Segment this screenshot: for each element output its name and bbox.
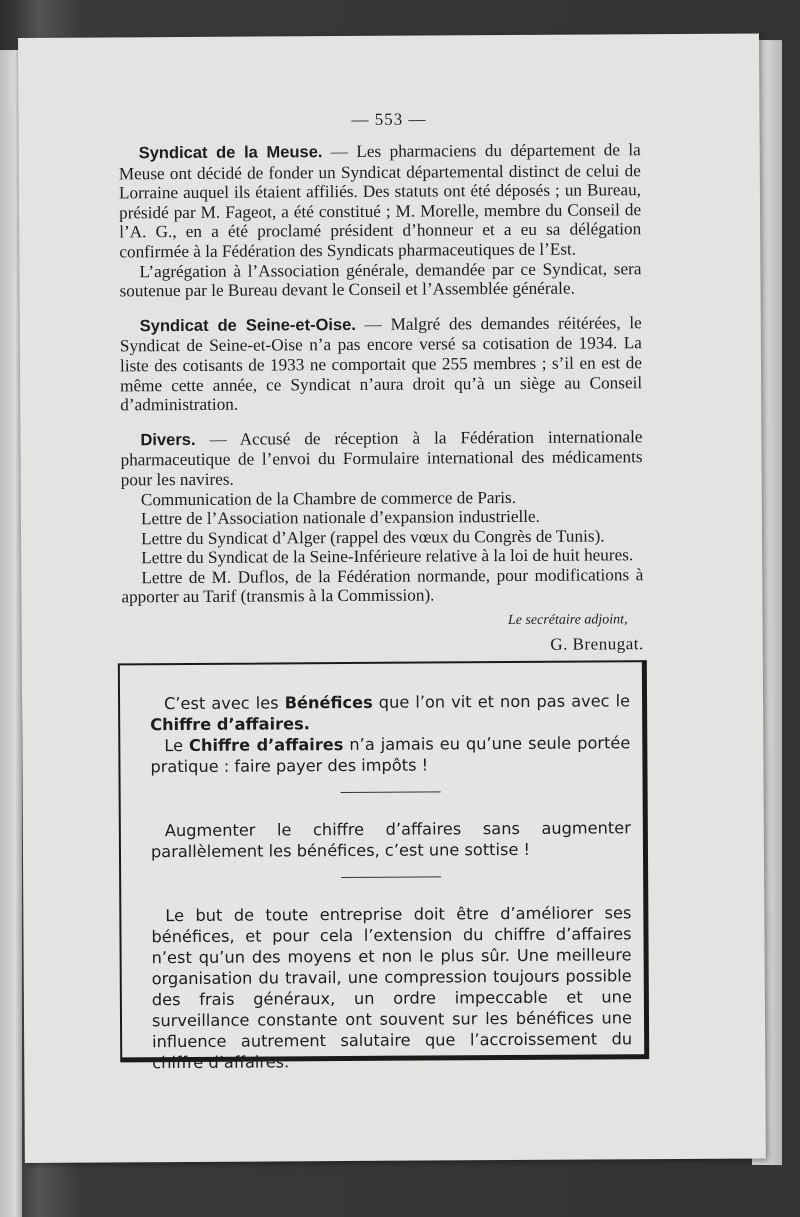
notice-divider [341, 791, 441, 793]
notice-text: n’a jamais eu qu’une seule portée pratique : faire payer des impôts ! [150, 733, 631, 777]
section-divers [120, 427, 643, 608]
section-heading-meuse: Syndicat de la Meuse. [138, 143, 323, 163]
section-text-seine-et-oise: — Malgré des demandes réitérées, le Syndicat de Seine-et-Oise n’a pas encore versé sa cotisation de 1934. La liste des cotisants de 1933 ne comportait que 255 membres ; s’il en est de même cette année, ce Syndicat n’aura droit qu’à un siège au Conseil d’administration. [119, 312, 643, 415]
document-page [18, 33, 766, 1163]
notice-text: que l’on vit et non pas avec le [372, 691, 631, 712]
notice-emphasis: Chiffre d’affaires. [150, 714, 310, 735]
notice-emphasis: Chiffre d’affaires [188, 735, 344, 755]
signature-title: Le secrétaire adjoint, [507, 612, 628, 629]
notice-emphasis: Bénéfices [284, 692, 373, 713]
notice-paragraph-2 [150, 732, 630, 777]
section-heading-seine-et-oise: Syndicat de Seine-et-Oise. [139, 315, 356, 336]
section-heading-divers: Divers. [140, 430, 196, 449]
notice-divider [341, 876, 441, 878]
divers-line: Lettre du Syndicat de la Seine-Inférieure relative à la loi de huit heures. [141, 545, 634, 568]
notice-paragraph-3: Augmenter le chiffre d’affaires sans augmenter parallèlement les bénéfices, c’est une sottise ! [150, 818, 631, 862]
signature-name: G. Brenugat. [550, 633, 644, 654]
boxed-notice-content [150, 690, 632, 1073]
divers-line: Communication de la Chambre de commerce de Paris. [140, 487, 517, 509]
divers-line: Lettre du Syndicat d’Alger (rappel des vœux du Congrès de Tunis). [141, 526, 605, 548]
notice-text: Le [164, 735, 190, 756]
section-meuse [119, 140, 642, 301]
notice-paragraph-1 [150, 690, 630, 735]
section-seine-et-oise [120, 313, 643, 415]
boxed-notice [118, 660, 649, 1073]
signature-block [122, 610, 644, 656]
section-text-divers: — Accusé de réception à la Fédération internationale pharmaceutique de l’envoi du Formulaire international des médicaments pour les navires. [120, 426, 643, 490]
notice-paragraph-4: Le but de toute entreprise doit être d’améliorer ses bénéfices, et pour cela l’extension du chiffre d’affaires n’est qu’un des moyens et non le plus sûr. Une meilleure organisation du travail, une compression toujours possible des frais généraux, un ordre impeccable et une surveillance constante ont souvent sur les bénéfices une influence autrement salutaire que l’accroissement du chiffre d’affaires. [151, 903, 633, 1073]
section-text-meuse-2: L’agrégation à l’Association générale, demandée par ce Syndicat, sera soutenue par le Bureau devant le Conseil et l’Assemblée générale. [119, 258, 642, 301]
page-number: — 553 — [351, 109, 427, 129]
body-text [119, 140, 644, 656]
divers-line: Lettre de l’Association nationale d’expansion industrielle. [140, 506, 541, 529]
section-text-meuse: — Les pharmaciens du département de la Meuse ont décidé de fonder un Syndicat départemental distinct de celui de Lorraine auquel ils étaient affiliés. Des statuts ont été déposés ; un Bureau, présidé par M. Fageot, a été constitué ; M. Morelle, membre du Conseil de l’A. G., en a été proclamé président d’honneur et a eu sa délégation confirmée à la Fédération des Syndicats pharmaceutiques de l’Est. [118, 140, 642, 262]
divers-line: Lettre de M. Duflos, de la Fédération normande, pour modifications à apporter au Tarif (transmis à la Commission). [121, 565, 644, 607]
notice-text: C’est avec les [164, 693, 285, 714]
